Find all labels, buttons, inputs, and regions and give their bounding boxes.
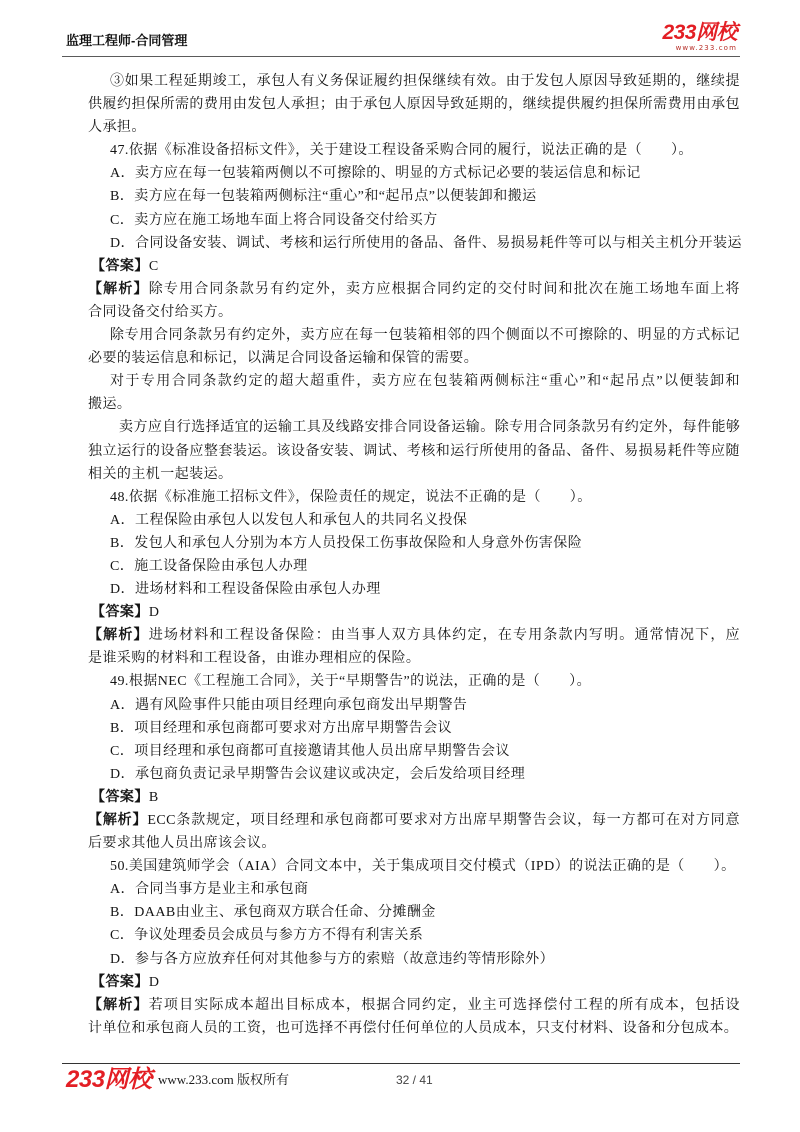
option-b: B．卖方应在每一包装箱两侧标注“重心”和“起吊点”以便装卸和搬运 (110, 189, 537, 205)
analysis-line: 卖方应自行选择适宜的运输工具及线路安排合同设备运输。除专用合同条款另有约定外，每件能够 (119, 420, 741, 436)
question-49 (88, 670, 740, 855)
analysis-line: 是谁采购的材料和工程设备，由谁办理相应的保险。 (88, 651, 421, 667)
intro-paragraph (88, 70, 740, 139)
analysis-label: 【解析】 (88, 628, 149, 644)
question-stem: 49.根据NEC《工程施工合同》，关于“早期警告”的说法，正确的是（ ）。 (110, 674, 592, 690)
analysis-line: 除专用合同条款另有约定外，卖方应在每一包装箱相邻的四个侧面以不可擦除的、明显的方式标记 (110, 328, 740, 344)
option-c: C．争议处理委员会成员与参方方不得有利害关系 (110, 928, 424, 944)
analysis-line: 后要求其他人员出席该会议。 (88, 836, 276, 852)
footer-logo: 233网校 (66, 1066, 152, 1093)
analysis-line: 合同设备交付给买方。 (88, 304, 233, 320)
analysis-line: 独立运行的设备应整套装运。该设备安装、调试、考核和运行所使用的备品、备件、易损易耗件等应随 (88, 443, 740, 459)
header-logo: 233网校 (662, 21, 737, 44)
option-d: D．参与各方应放弃任何对其他参与方的索赔（故意违约等情形除外） (110, 951, 555, 967)
option-a: A．遇有风险事件只能由项目经理向承包商发出早期警告 (110, 697, 468, 713)
answer-value: D (148, 605, 160, 621)
header-logo-url: www.233.com (675, 44, 737, 52)
answer-label: 【答案】 (91, 258, 149, 274)
analysis-text: ECC条款规定，项目经理和承包商都可要求对方出席早期警告会议，每一方都可在对方同意 (147, 813, 740, 828)
option-a: A．合同当事方是业主和承包商 (110, 882, 309, 898)
analysis-line: 搬运。 (88, 397, 132, 413)
footer-divider (62, 1063, 740, 1064)
answer-line (88, 601, 740, 624)
footer-copyright: www.233.com 版权所有 (158, 1072, 289, 1087)
analysis-label: 【解析】 (88, 997, 149, 1013)
intro-line: ③如果工程延期竣工，承包人有义务保证履约担保继续有效。由于发包人原因导致延期的，继续提 (110, 74, 740, 89)
answer-line (88, 786, 740, 809)
analysis-label: 【解析】 (88, 813, 148, 828)
option-a: A．卖方应在每一包装箱两侧以不可擦除的、明显的方式标记必要的装运信息和标记 (110, 166, 641, 182)
analysis-line (88, 278, 740, 301)
question-stem: 50.美国建筑师学会（AIA）合同文本中，关于集成项目交付模式（IPD）的说法正确的是（ ）。 (110, 859, 736, 875)
question-48 (88, 486, 740, 671)
header-title: 监理工程师-合同管理 (66, 33, 188, 48)
analysis-text: 若项目实际成本超出目标成本，根据合同约定，业主可选择偿付工程的所有成本，包括设 (148, 997, 740, 1013)
page-content (88, 70, 740, 1040)
option-d: D．承包商负责记录早期警告会议建议或决定，会后发给项目经理 (110, 766, 526, 782)
analysis-line: 计单位和承包商人员的工资，也可选择不再偿付任何单位的人员成本，只支付材料、设备和分包成本。 (88, 1020, 739, 1036)
option-c: C．卖方应在施工场地车面上将合同设备交付给买方 (110, 212, 438, 228)
header-divider (62, 56, 740, 57)
question-stem: 48.依据《标准施工招标文件》，保险责任的规定，说法不正确的是（ ）。 (110, 489, 592, 505)
option-c: C．施工设备保险由承包人办理 (110, 558, 308, 574)
option-b: B．发包人和承包人分别为本方人员投保工伤事故保险和人身意外伤害保险 (110, 535, 583, 551)
option-b: B．项目经理和承包商都可要求对方出席早期警告会议 (110, 720, 453, 736)
answer-line (88, 971, 740, 994)
option-c: C．项目经理和承包商都可直接邀请其他人员出席早期警告会议 (110, 743, 510, 759)
analysis-line: 必要的装运信息和标记，以满足合同设备运输和保管的需要。 (88, 351, 479, 367)
option-d: D．进场材料和工程设备保险由承包人办理 (110, 582, 381, 598)
answer-label: 【答案】 (91, 605, 149, 621)
intro-line: 人承担。 (88, 120, 146, 136)
analysis-line: 相关的主机一起装运。 (88, 466, 233, 482)
option-a: A．工程保险由承包人以发包人和承包人的共同名义投保 (110, 512, 468, 528)
answer-value: B (148, 789, 159, 805)
option-b: B．DAAB由业主、承包商双方联合任命、分摊酬金 (110, 905, 436, 921)
analysis-text: 进场材料和工程设备保险：由当事人双方具体约定，在专用条款内写明。通常情况下，应 (148, 628, 740, 644)
answer-line (88, 255, 740, 278)
option-d: D．合同设备安装、调试、考核和运行所使用的备品、备件、易损易耗件等可以与相关主机分开装运 (110, 235, 742, 251)
page-number: 32 / 41 (396, 1073, 433, 1087)
intro-line: 供履约担保所需的费用由发包人承担；由于承包人原因导致延期的，继续提供履约担保所需费用由承包 (88, 97, 740, 113)
analysis-line (88, 994, 740, 1017)
answer-value: C (148, 258, 159, 274)
analysis-line: 对于专用合同条款约定的超大超重件，卖方应在包装箱两侧标注“重心”和“起吊点”以便装卸和 (110, 374, 740, 390)
question-47 (88, 139, 740, 485)
analysis-line (88, 624, 740, 647)
analysis-text: 除专用合同条款另有约定外，卖方应根据合同约定的交付时间和批次在施工场地车面上将 (148, 281, 740, 297)
question-50 (88, 855, 740, 1040)
answer-label: 【答案】 (91, 789, 149, 805)
answer-value: D (148, 974, 160, 990)
analysis-line (88, 809, 740, 832)
question-stem: 47.依据《标准设备招标文件》，关于建设工程设备采购合同的履行，说法正确的是（ ）。 (110, 143, 693, 159)
answer-label: 【答案】 (91, 974, 149, 990)
analysis-label: 【解析】 (88, 281, 149, 297)
